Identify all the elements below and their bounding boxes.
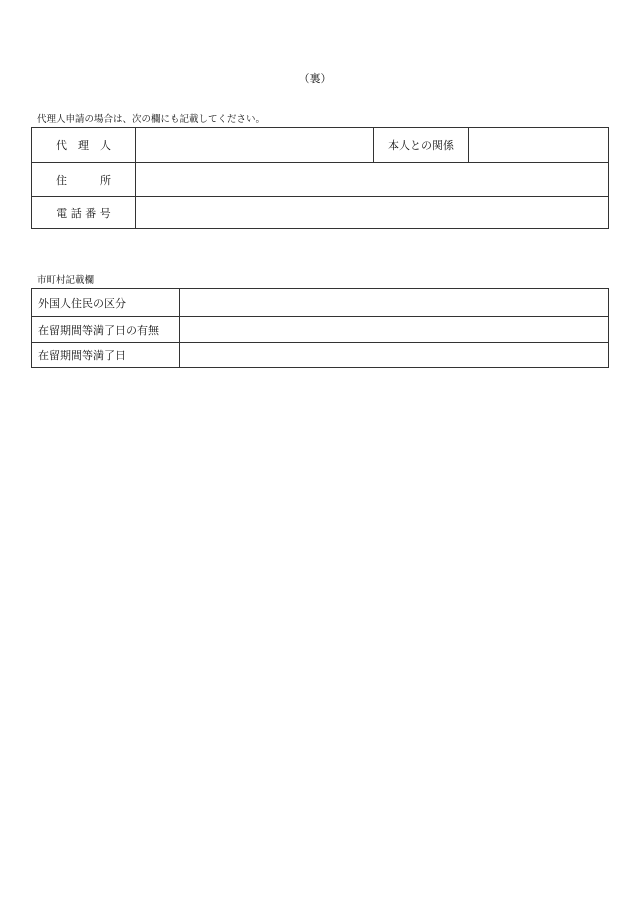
address-label: 住 所 — [56, 173, 111, 187]
agent-row — [32, 128, 609, 163]
address-row — [32, 163, 609, 197]
agent-info-table — [31, 127, 609, 229]
expiry-presence-label: 在留期間等満了日の有無 — [32, 317, 180, 343]
relationship-label: 本人との関係 — [374, 128, 469, 163]
agent-label: 代 理 人 — [56, 139, 111, 152]
page-heading: （裏） — [298, 72, 332, 85]
proxy-instruction-note: 代理人申請の場合は、次の欄にも記載してください。 — [37, 114, 266, 125]
phone-field[interactable] — [136, 197, 609, 229]
expiry-date-label: 在留期間等満了日 — [32, 343, 180, 368]
phone-row — [32, 197, 609, 229]
resident-category-field[interactable] — [180, 289, 609, 317]
table-row — [32, 317, 609, 343]
resident-category-label: 外国人住民の区分 — [32, 289, 180, 317]
expiry-presence-field[interactable] — [180, 317, 609, 343]
city-section-title: 市町村記載欄 — [37, 275, 95, 286]
city-record-table — [31, 288, 609, 368]
table-row — [32, 343, 609, 368]
table-row — [32, 289, 609, 317]
address-field[interactable] — [136, 163, 609, 197]
relationship-field[interactable] — [469, 128, 609, 163]
agent-name-field[interactable] — [136, 128, 374, 163]
phone-label: 電 話 番 号 — [56, 206, 111, 220]
expiry-date-field[interactable] — [180, 343, 609, 368]
phone-label-cell — [32, 197, 136, 229]
address-label-cell — [32, 163, 136, 197]
agent-label-cell — [32, 128, 136, 163]
